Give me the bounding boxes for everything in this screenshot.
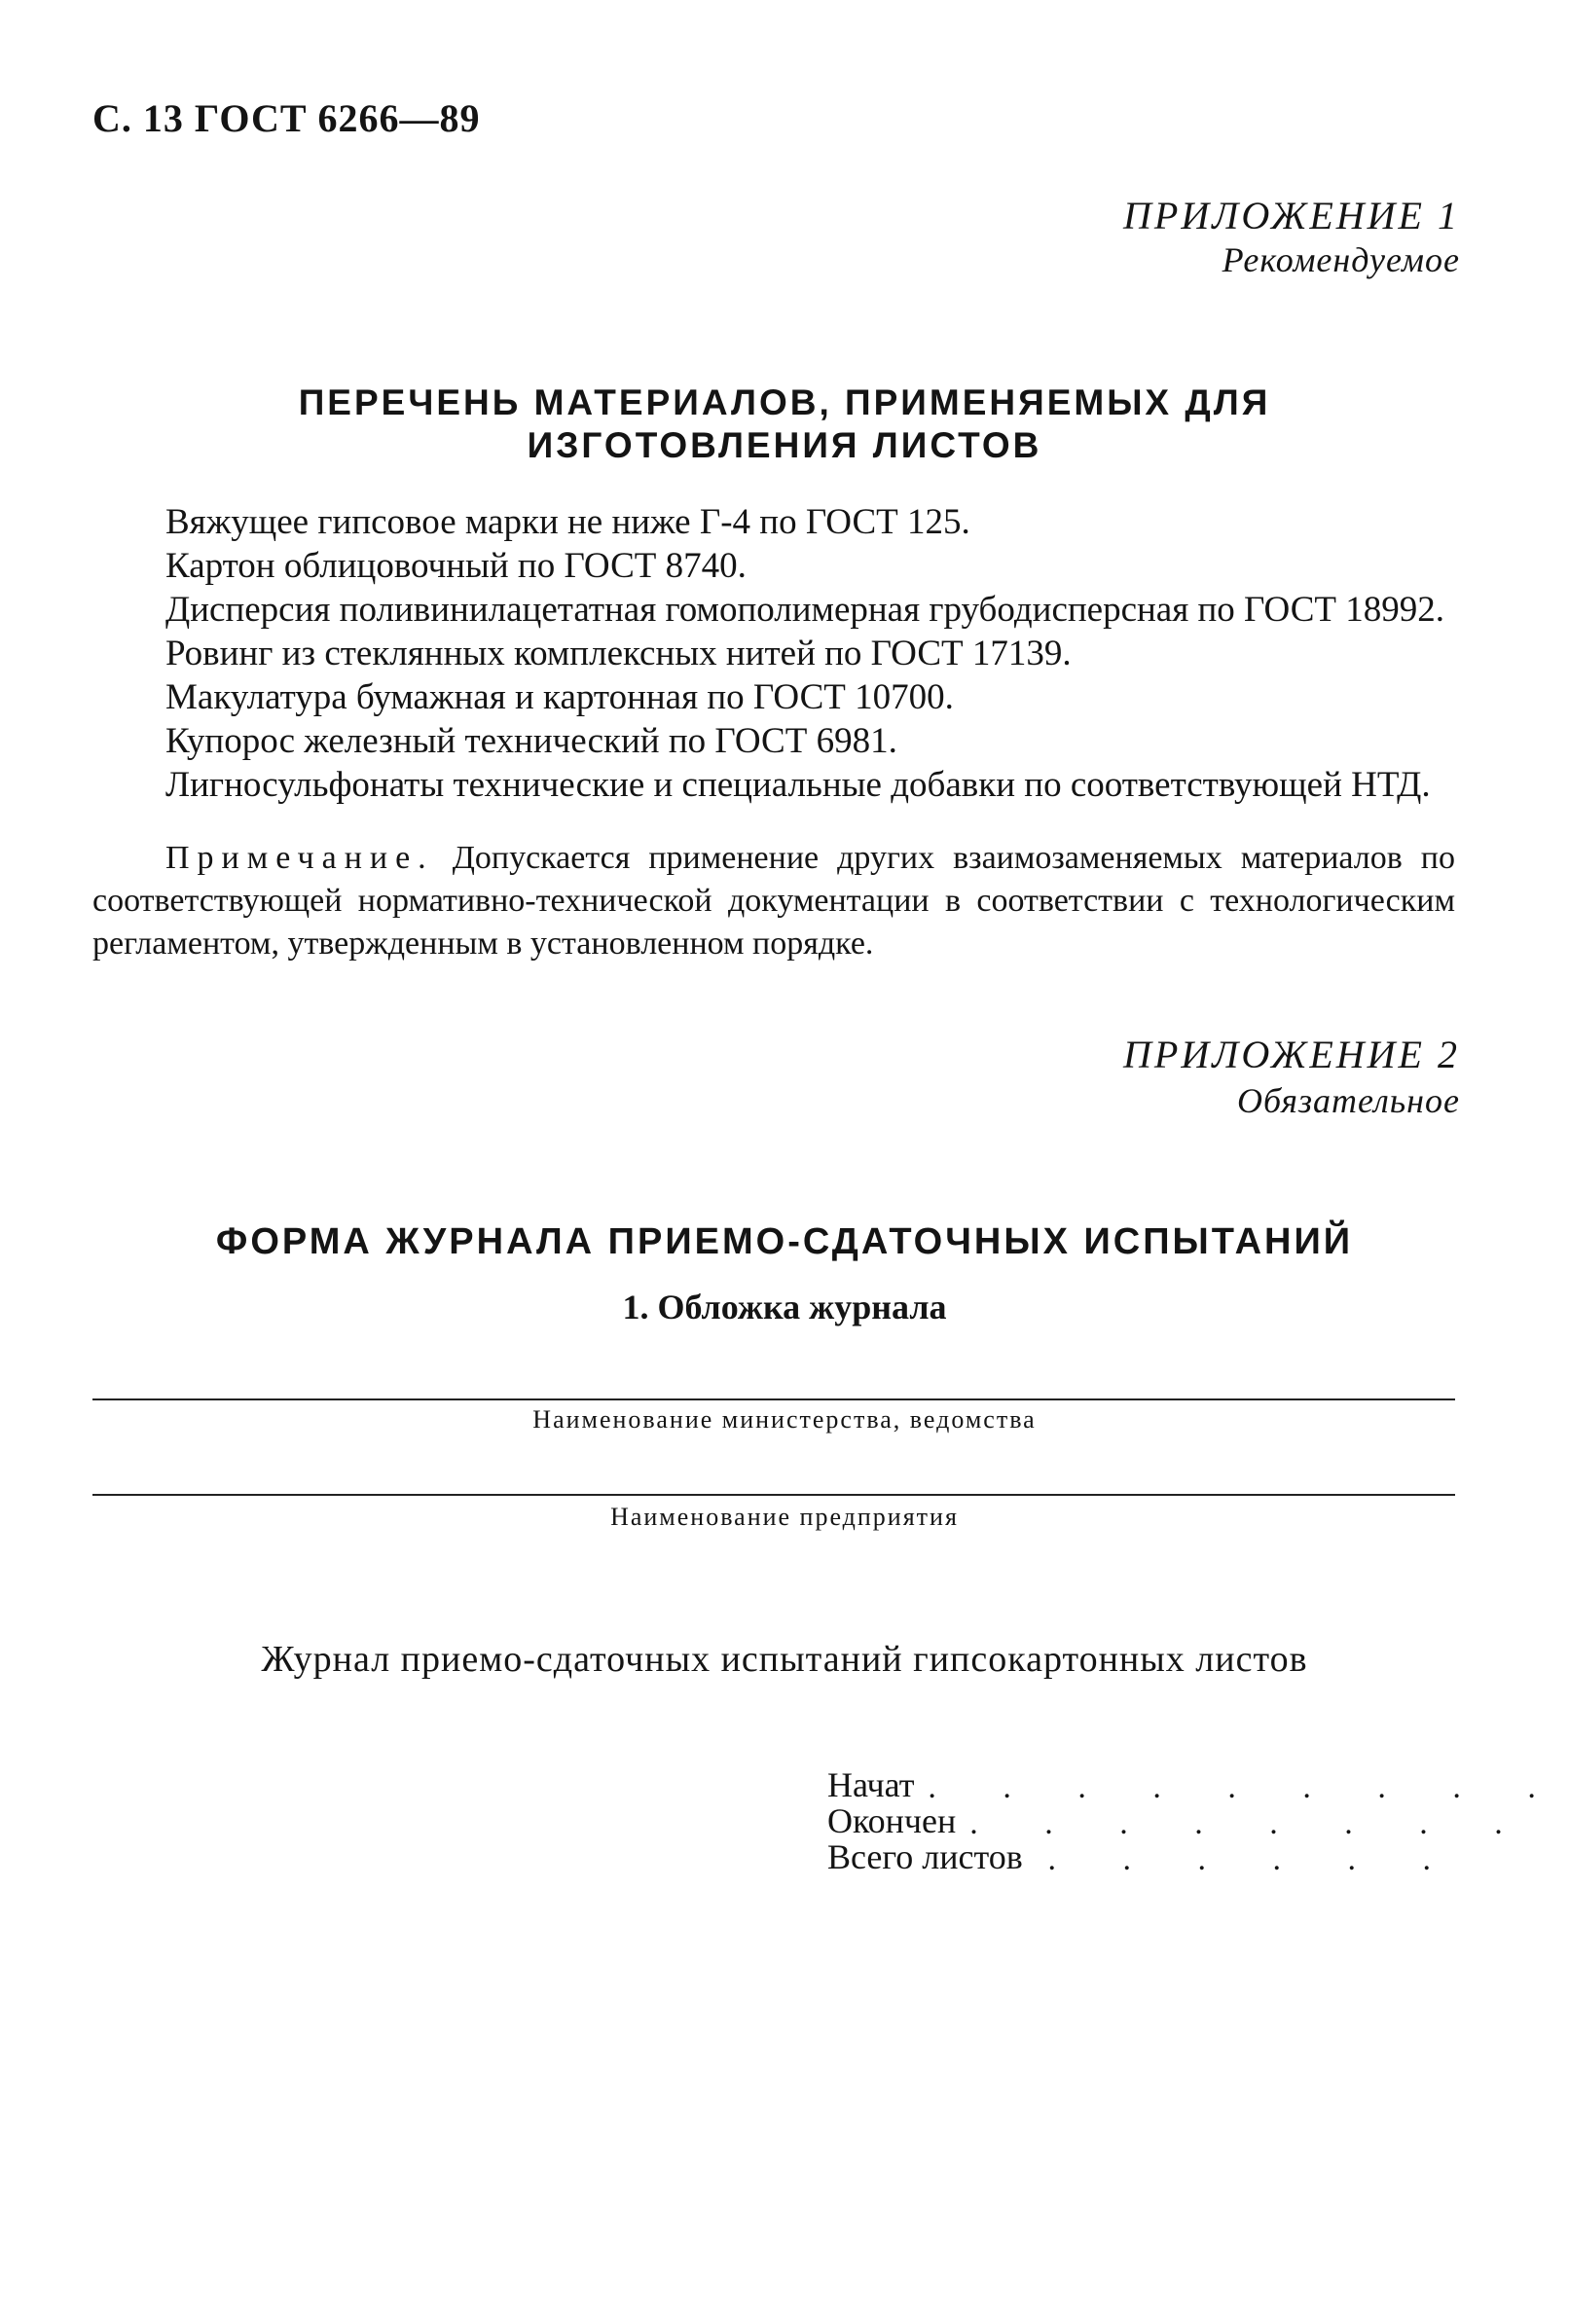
list-item: Купорос железный технический по ГОСТ 6981.	[165, 721, 897, 761]
note-label: Примечание.	[165, 840, 434, 876]
ministry-caption: Наименование министерства, ведомства	[532, 1405, 1037, 1434]
field-started-label: Начат	[827, 1765, 915, 1804]
field-finished-dots: . . . . . . . .	[969, 1805, 1532, 1841]
journal-cover-subheading: 1. Обложка журнала	[622, 1288, 947, 1326]
enterprise-line	[92, 1494, 1455, 1496]
field-total-sheets-label: Всего листов	[827, 1837, 1023, 1876]
appendix-2-title: ПРИЛОЖЕНИЕ 2	[1123, 1033, 1460, 1076]
list-item: Макулатура бумажная и картонная по ГОСТ 10700.	[165, 677, 954, 717]
list-item: Ровинг из стеклянных комплексных нитей по ГОСТ 17139.	[165, 634, 1072, 673]
field-finished-label: Окончен	[827, 1801, 957, 1840]
note-paragraph	[92, 837, 1455, 965]
field-started-dots: . . . . . . . . .	[928, 1769, 1565, 1805]
field-started	[827, 1765, 1565, 1805]
journal-fields	[827, 1765, 1565, 1877]
list-item: Дисперсия поливинилацетатная гомополимерная грубодисперсная по ГОСТ 18992.	[165, 590, 1444, 630]
enterprise-caption: Наименование предприятия	[610, 1503, 959, 1531]
appendix-2-status: Обязательное	[1237, 1081, 1460, 1120]
journal-form-heading: ФОРМА ЖУРНАЛА ПРИЕМО-СДАТОЧНЫХ ИСПЫТАНИЙ	[215, 1221, 1354, 1262]
field-finished	[827, 1801, 1532, 1841]
list-item: Картон облицовочный по ГОСТ 8740.	[165, 546, 747, 586]
materials-heading	[0, 381, 1569, 467]
ministry-line	[92, 1398, 1455, 1400]
appendix-1-status: Рекомендуемое	[1222, 240, 1460, 279]
list-item: Лигносульфонаты технические и специальные добавки по соответствующей НТД.	[165, 765, 1431, 805]
field-total-sheets-dots: . . . . . .	[1047, 1841, 1460, 1877]
note-text: Допускается применение других взаимозаменяемых материалов по соответствующей нормативно-технической документации в соответствии с технологическим регламентом, утвержденным в установленном порядке.	[92, 840, 1456, 962]
materials-heading-line1: ПЕРЕЧЕНЬ МАТЕРИАЛОВ, ПРИМЕНЯЕМЫХ ДЛЯ	[298, 382, 1271, 422]
appendix-1-title: ПРИЛОЖЕНИЕ 1	[1123, 194, 1460, 237]
journal-title: Журнал приемо-сдаточных испытаний гипсокартонных листов	[261, 1639, 1308, 1680]
page-header: С. 13 ГОСТ 6266—89	[92, 96, 481, 140]
field-total-sheets	[827, 1837, 1460, 1877]
materials-list	[92, 500, 1455, 807]
materials-heading-line2: ИЗГОТОВЛЕНИЯ ЛИСТОВ	[527, 425, 1042, 465]
list-item: Вяжущее гипсовое марки не ниже Г-4 по ГОСТ 125.	[165, 502, 970, 542]
